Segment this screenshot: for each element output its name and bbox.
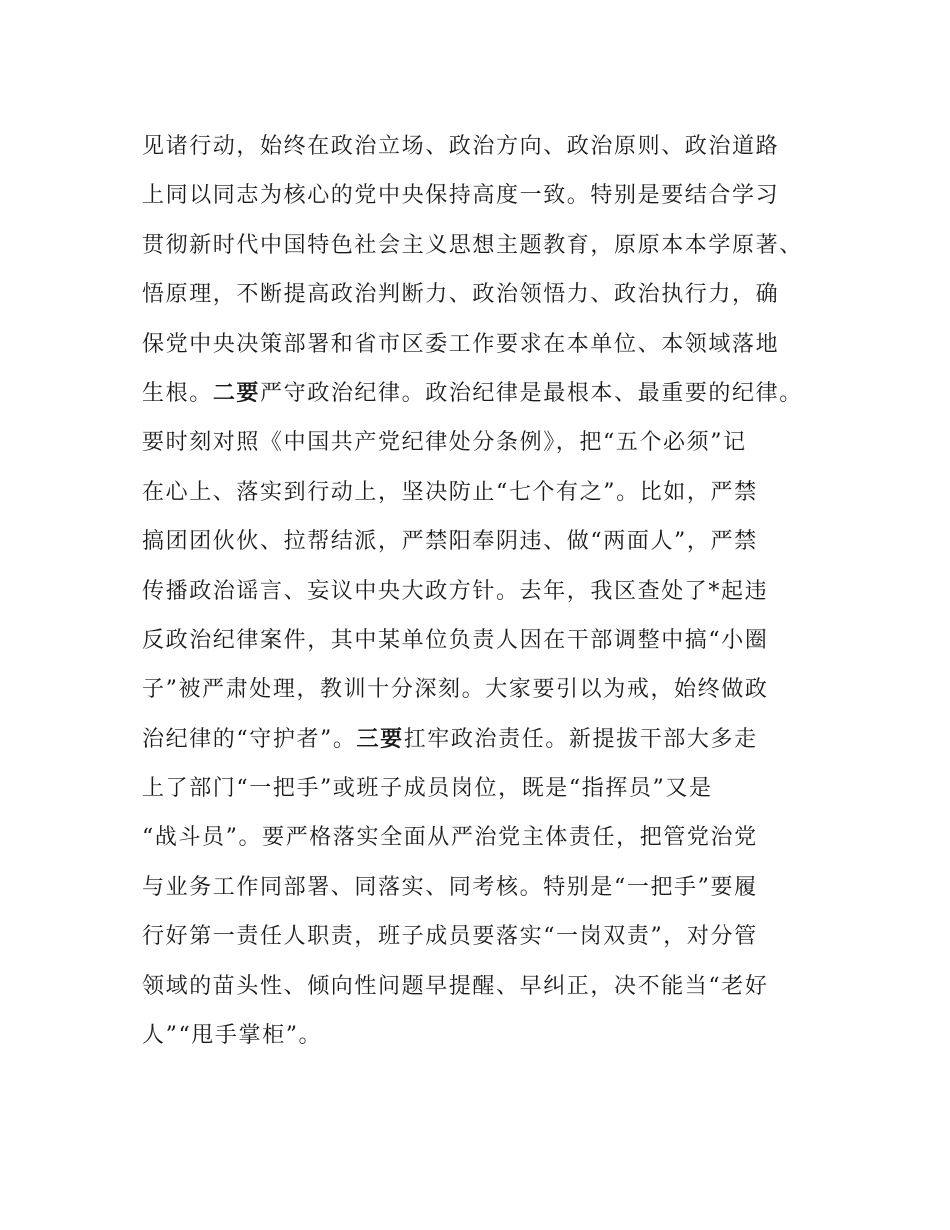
text-line <box>142 616 832 665</box>
text-run: 与业务工作同部署、同落实、同考核。特别是“一把手”要履 <box>142 874 758 900</box>
text-run: 生根。 <box>142 380 213 406</box>
text-line <box>142 863 832 912</box>
text-run: 悟原理，不断提高政治判断力、政治领悟力、政治执行力，确 <box>142 282 780 308</box>
text-run: 反政治纪律案件，其中某单位负责人因在干部调整中搞“小圈 <box>142 627 769 653</box>
text-line <box>142 320 832 369</box>
text-line <box>142 1011 832 1060</box>
text-line <box>142 468 832 517</box>
text-line <box>142 567 832 616</box>
text-run: 传播政治谣言、妄议中央大政方针。去年，我区查处了*起违 <box>142 578 769 604</box>
text-line <box>142 517 832 566</box>
text-run: 治纪律的“守护者”。 <box>142 726 357 752</box>
bold-lead-phrase: 二要 <box>212 379 261 406</box>
text-run: 要时刻对照《中国共产党纪律处分条例》，把“五个必须”记 <box>142 430 747 456</box>
text-run: 严守政治纪律。政治纪律是最根本、最重要的纪律。 <box>260 380 803 406</box>
text-line <box>142 171 832 220</box>
text-run: 贯彻新时代中国特色社会主义思想主题教育，原原本本学原著、 <box>142 232 803 258</box>
text-line <box>142 715 832 764</box>
text-line <box>142 962 832 1011</box>
bold-lead-phrase: 三要 <box>356 725 404 752</box>
text-line <box>142 813 832 862</box>
text-run: 上同以同志为核心的党中央保持高度一致。特别是要结合学习 <box>142 183 780 209</box>
text-line <box>142 122 832 171</box>
text-run: “战斗员”。要严格落实全面从严治党主体责任，把管党治党 <box>142 825 758 851</box>
text-line <box>142 764 832 813</box>
text-line <box>142 270 832 319</box>
text-run: 见诸行动，始终在政治立场、政治方向、政治原则、政治道路 <box>142 134 780 159</box>
text-run: 人”“甩手掌柜”。 <box>142 1023 323 1049</box>
text-line <box>142 418 832 467</box>
text-run: 保党中央决策部署和省市区委工作要求在本单位、本领域落地 <box>142 331 780 357</box>
text-run: 上了部门“一把手”或班子成员岗位，既是“指挥员”又是 <box>142 776 713 802</box>
text-run: 扛牢政治责任。新提拔干部大多走 <box>403 726 758 752</box>
text-run: 搞团团伙伙、拉帮结派，严禁阳奉阴违、做“两面人”，严禁 <box>142 529 758 555</box>
text-run: 领域的苗头性、倾向性问题早提醒、早纠正，决不能当“老好 <box>142 973 769 999</box>
text-run: 子”被严肃处理，教训十分深刻。大家要引以为戒，始终做政 <box>142 677 769 703</box>
body-text <box>142 122 832 1060</box>
text-line <box>142 665 832 714</box>
text-run: 在心上、落实到行动上，坚决防止“七个有之”。比如，严禁 <box>142 479 758 505</box>
text-line <box>142 369 832 418</box>
text-line <box>142 221 832 270</box>
text-line <box>142 912 832 961</box>
text-run: 行好第一责任人职责，班子成员要落实“一岗双责”，对分管 <box>142 924 758 950</box>
